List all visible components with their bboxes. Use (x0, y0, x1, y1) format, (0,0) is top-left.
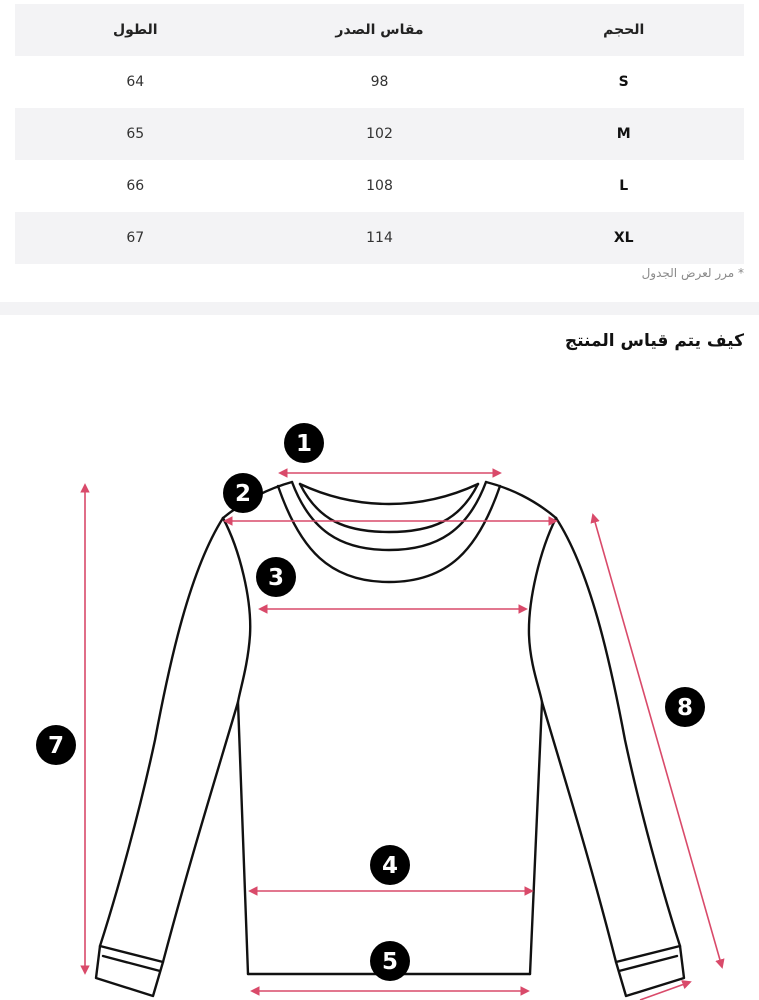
sweater-measurement-diagram (0, 360, 759, 1000)
table-row (15, 56, 744, 108)
cell-size: M (503, 108, 744, 160)
header-length: الطول (15, 4, 256, 56)
cell-chest: 102 (256, 108, 504, 160)
header-size: الحجم (503, 4, 744, 56)
marker-7 (36, 725, 76, 765)
marker-5-label: 5 (381, 949, 399, 975)
marker-1 (284, 423, 324, 463)
scroll-hint: * مرر لعرض الجدول (641, 266, 744, 280)
cell-size: L (619, 178, 629, 194)
cell-size: S (618, 74, 629, 90)
marker-1-label: 1 (295, 431, 313, 457)
cell-length: 65 (15, 108, 256, 160)
marker-4 (370, 845, 410, 885)
measurement-lines (85, 473, 722, 1000)
cell-length: 66 (126, 178, 145, 194)
table-header-row (15, 4, 744, 56)
table-row (15, 160, 744, 212)
marker-8-label: 8 (676, 695, 694, 721)
sweater-outline (96, 482, 684, 996)
section-title: كيف يتم قياس المنتج (564, 331, 744, 351)
size-chart-table (15, 4, 744, 264)
cell-chest: 98 (370, 74, 389, 90)
marker-4-label: 4 (381, 853, 399, 879)
marker-8 (665, 687, 705, 727)
header-chest: مقاس الصدر (256, 4, 504, 56)
cell-length: 64 (126, 74, 145, 90)
marker-7-label: 7 (47, 733, 65, 759)
marker-2 (223, 473, 263, 513)
cell-length: 67 (15, 212, 256, 264)
table-row (15, 212, 744, 264)
marker-2-label: 2 (234, 481, 252, 507)
table-row (15, 108, 744, 160)
marker-5 (370, 941, 410, 981)
cell-chest: 108 (366, 178, 393, 194)
marker-3 (256, 557, 296, 597)
section-divider (0, 302, 759, 315)
marker-3-label: 3 (267, 565, 285, 591)
cell-chest: 114 (256, 212, 504, 264)
cell-size: XL (503, 212, 744, 264)
